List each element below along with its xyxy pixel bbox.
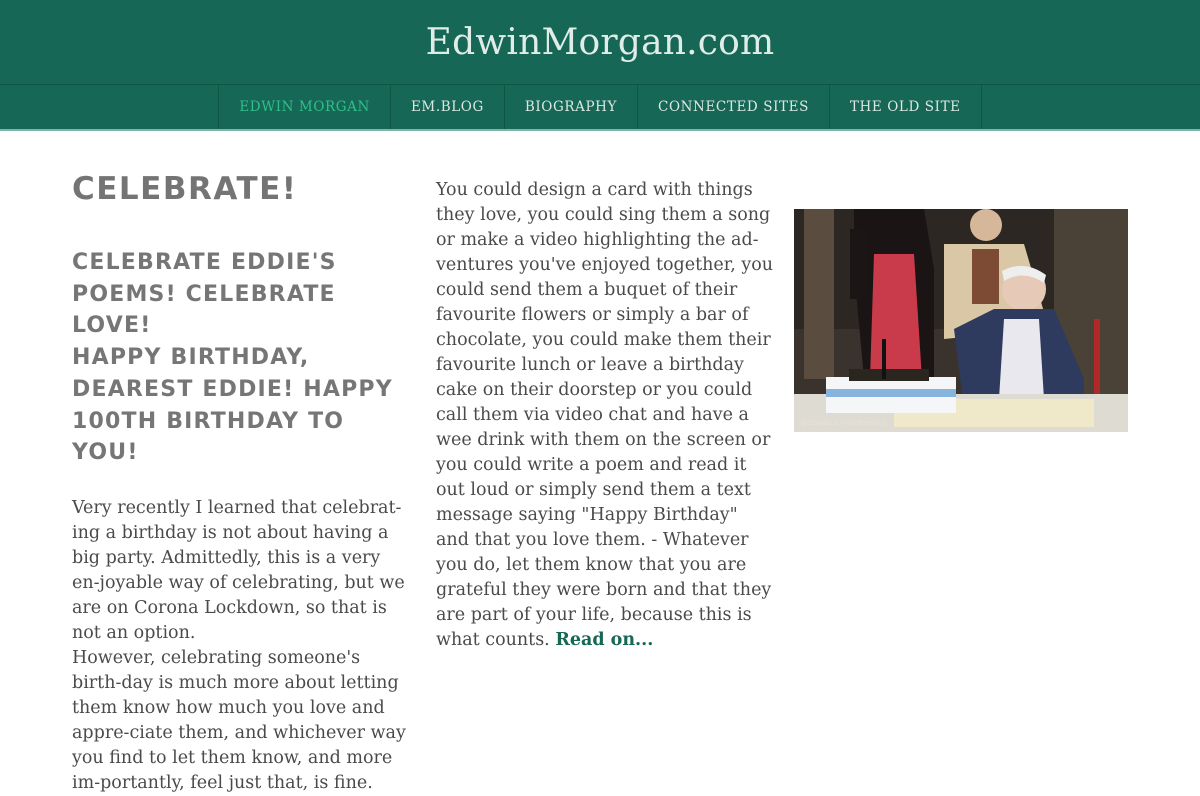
nav-item-em-blog[interactable]: EM.BLOG (391, 85, 505, 129)
post-paragraph-2 (72, 646, 407, 796)
read-on-link[interactable]: Read on... (555, 630, 654, 650)
nav-list (218, 85, 981, 129)
post-paragraph-3 (436, 178, 776, 653)
post-content (0, 131, 1200, 793)
nav-item-the-old-site[interactable]: THE OLD SITE (830, 85, 982, 129)
nav-item-biography[interactable]: BIOGRAPHY (505, 85, 638, 129)
nav-item-edwin-morgan[interactable]: EDWIN MORGAN (219, 85, 391, 129)
post-paragraph-3-text: You could design a card with things they love, you could sing them a song or make a video highlighting the ad-ventures you've enjoyed together, you could send them a buquet of their favourite flowers or simply a bar of chocolate, you could make them their favourite lunch or leave a birthday cake on their doorstep or you could call them via video chat and have a wee drink with them on the screen or you could write a poem and read it out loud or simply send them a text message saying "Happy Birthday" and that you love them. - Whatever you do, let them know that you are grateful they were born and that they are part of your life, because this is what counts. (436, 180, 774, 650)
main-navigation (0, 85, 1200, 131)
site-header (0, 0, 1200, 85)
photo-credit: @claudia.e.kraszkiewicz (800, 419, 885, 427)
post-subtitle-birthday: HAPPY BIRTHDAY, DEAREST EDDIE! HAPPY 100TH BIRTHDAY TO YOU! (72, 345, 393, 466)
post-paragraph-2-text: However, celebrating someone's birth-day is much more about letting them know how much you love and appre-ciate them, and whichever way you find to let them know, and more im-portantly, feel just that, is fine. (72, 647, 406, 793)
post-column-left (72, 169, 407, 796)
post-paragraph-1: Very recently I learned that celebrat-ing a birthday is not about having a big party. Admittedly, this is a very en-joyable way of celebrating, but we are on Corona Lockdown, so that is not an option. (72, 497, 405, 643)
post-subtitle-celebrate: CELEBRATE EDDIE'S POEMS! CELEBRATE LOVE! (72, 250, 337, 339)
nav-item-connected-sites[interactable]: CONNECTED SITES (638, 85, 830, 129)
post-title: CELEBRATE! (72, 171, 298, 207)
birthday-photo (794, 209, 1128, 432)
photo-illustration (794, 209, 1128, 432)
site-title-link[interactable]: EdwinMorgan.com (425, 21, 775, 63)
post-column-middle (436, 178, 776, 653)
